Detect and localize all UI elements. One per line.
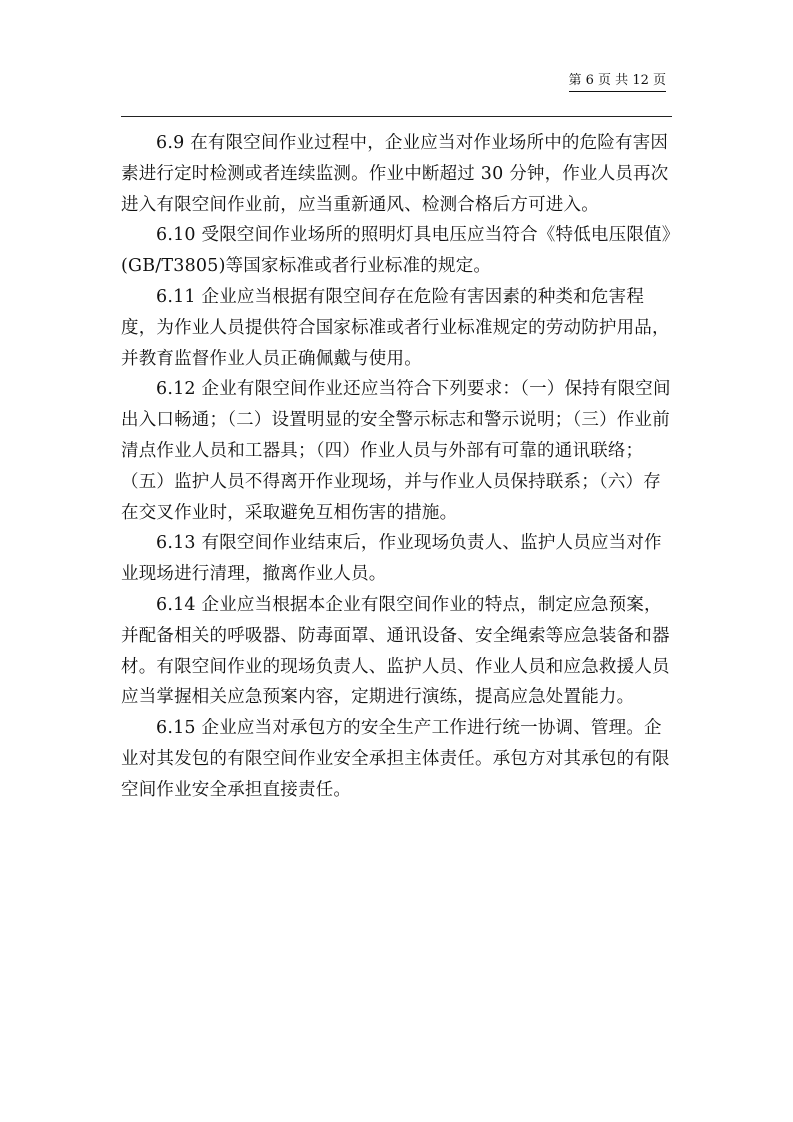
document-body bbox=[121, 128, 675, 806]
paragraph-6-14: 6.14 企业应当根据本企业有限空间作业的特点，制定应急预案，并配备相关的呼吸器、防毒面罩、通讯设备、安全绳索等应急装备和器材。有限空间作业的现场负责人、监护人员、作业人员和应急救援人员应当掌握相关应急预案内容，定期进行演练，提高应急处置能力。 bbox=[121, 594, 670, 708]
paragraph-6-9: 6.9 在有限空间作业过程中，企业应当对作业场所中的危险有害因素进行定时检测或者连续监测。作业中断超过 30 分钟，作业人员再次进入有限空间作业前，应当重新通风、检测合格后方可进入。 bbox=[121, 133, 669, 215]
paragraph-6-12: 6.12 企业有限空间作业还应当符合下列要求：（一）保持有限空间出入口畅通；（二）设置明显的安全警示标志和警示说明；（三）作业前清点作业人员和工器具；（四）作业人员与外部有可靠的通讯联络；（五）监护人员不得离开作业现场，并与作业人员保持联系；（六）存在交叉作业时，采取避免互相伤害的措施。 bbox=[121, 379, 671, 523]
paragraph-6-13: 6.13 有限空间作业结束后，作业现场负责人、监护人员应当对作业现场进行清理，撤离作业人员。 bbox=[121, 533, 662, 585]
paragraph-6-10: 6.10 受限空间作业场所的照明灯具电压应当符合《特低电压限值》(GB/T3805)等国家标准或者行业标准的规定。 bbox=[121, 225, 671, 277]
paragraph-6-11: 6.11 企业应当根据有限空间存在危险有害因素的种类和危害程度，为作业人员提供符合国家标准或者行业标准规定的劳动防护用品，并教育监督作业人员正确佩戴与使用。 bbox=[121, 286, 670, 369]
header-divider bbox=[121, 116, 672, 117]
page-indicator: 第 6 页 共 12 页 bbox=[569, 72, 666, 92]
paragraph-6-15: 6.15 企业应当对承包方的安全生产工作进行统一协调、管理。企业对其发包的有限空间作业安全承担主体责任。承包方对其承包的有限空间作业安全承担直接责任。 bbox=[121, 718, 670, 800]
